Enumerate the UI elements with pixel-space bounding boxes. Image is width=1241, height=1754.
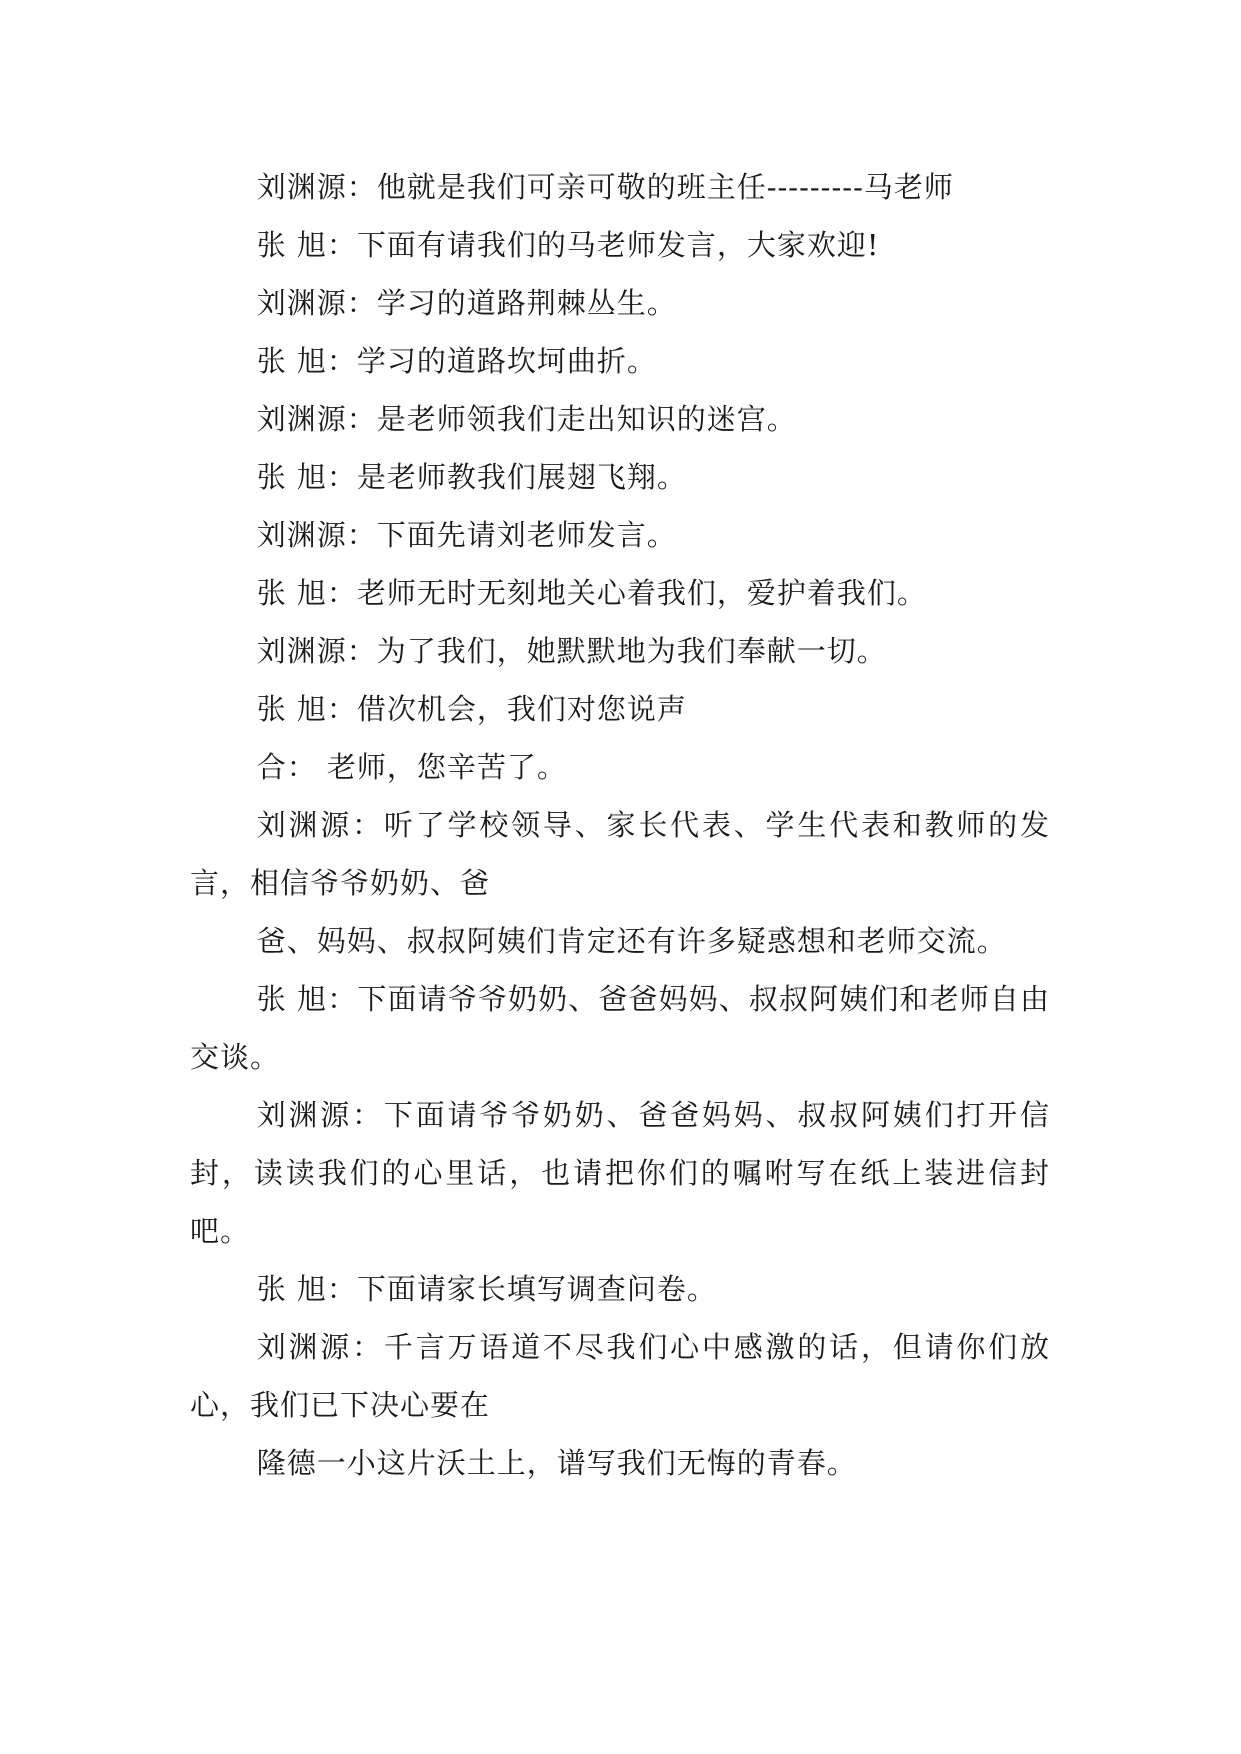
paragraph: 刘渊源：下面请爷爷奶奶、爸爸妈妈、叔叔阿姨们打开信封，读读我们的心里话，也请把你们的嘱咐写在纸上装进信封吧。 [190,1098,1050,1248]
paragraph: 张 旭：下面请爷爷奶奶、爸爸妈妈、叔叔阿姨们和老师自由交谈。 [190,982,1050,1074]
paragraph: 刘渊源：为了我们，她默默地为我们奉献一切。 [256,634,887,668]
paragraph: 刘渊源：听了学校领导、家长代表、学生代表和教师的发言，相信爷爷奶奶、爸 [190,808,1050,900]
paragraph: 合： 老师，您辛苦了。 [256,750,567,784]
paragraph: 张 旭：下面有请我们的马老师发言，大家欢迎! [256,228,880,262]
paragraph: 刘渊源：是老师领我们走出知识的迷宫。 [256,402,797,436]
paragraph: 张 旭：学习的道路坎坷曲折。 [256,344,657,378]
paragraph: 刘渊源：他就是我们可亲可敬的班主任---------马老师 [256,170,954,204]
paragraph: 张 旭：下面请家长填写调查问卷。 [256,1272,717,1306]
paragraph: 刘渊源：千言万语道不尽我们心中感激的话，但请你们放心，我们已下决心要在 [190,1330,1050,1422]
paragraph: 张 旭：借次机会，我们对您说声 [256,692,687,726]
paragraph: 张 旭：老师无时无刻地关心着我们，爱护着我们。 [256,576,927,610]
paragraph: 刘渊源：下面先请刘老师发言。 [256,518,677,552]
document-body [190,158,1050,1492]
paragraph: 刘渊源：学习的道路荆棘丛生。 [256,286,677,320]
paragraph: 隆德一小这片沃土上，谱写我们无悔的青春。 [256,1446,857,1480]
paragraph: 张 旭：是老师教我们展翅飞翔。 [256,460,687,494]
paragraph: 爸、妈妈、叔叔阿姨们肯定还有许多疑惑想和老师交流。 [256,924,1007,958]
